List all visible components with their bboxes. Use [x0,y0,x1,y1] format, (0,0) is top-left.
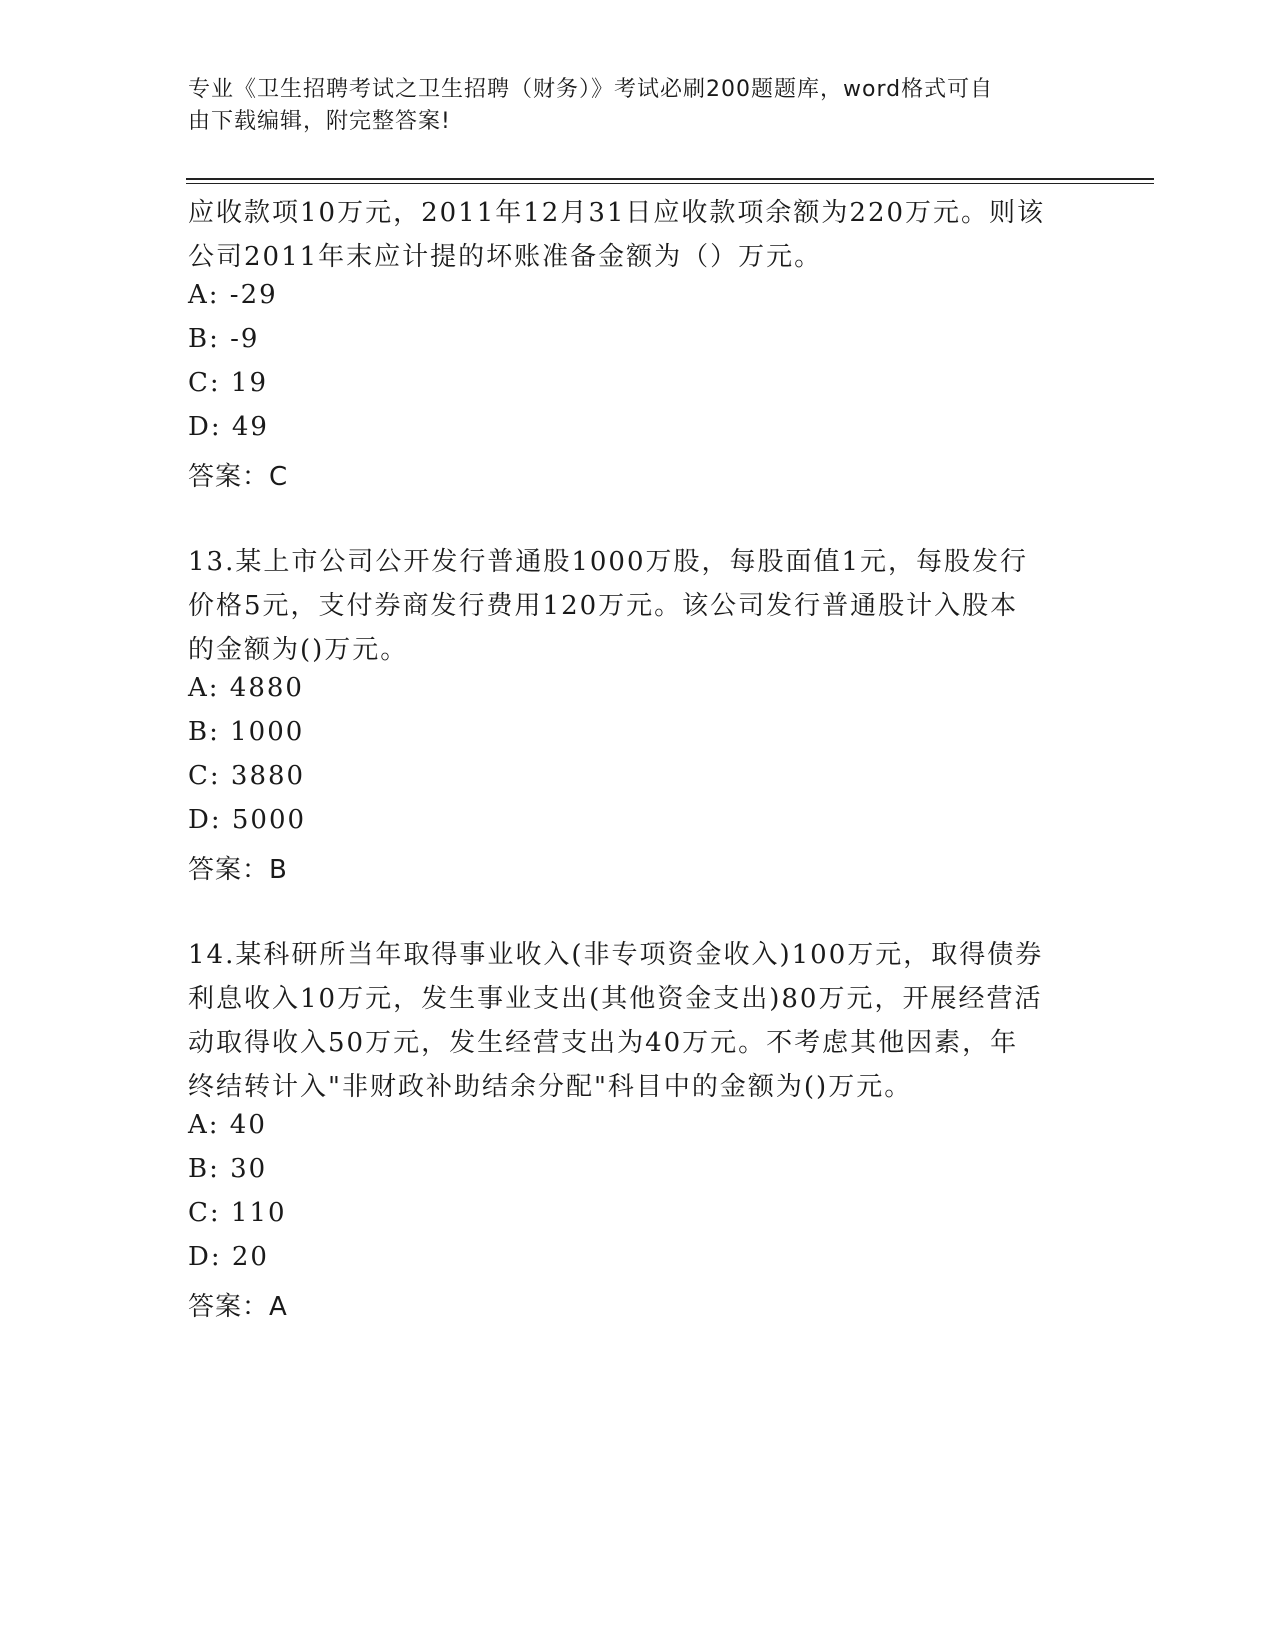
question-12-answer: 答案：C [188,462,289,492]
question-14-option-a: A: 40 [188,1110,267,1140]
question-14-answer: 答案：A [188,1292,288,1322]
document-header [188,74,1088,138]
question-13-stem-line-1: 13.某上市公司公开发行普通股1000万股，每股面值1元，每股发行 [188,547,1029,577]
question-14-option-c: C: 110 [188,1198,287,1228]
question-14-stem-line-3: 动取得收入50万元，发生经营支出为40万元。不考虑其他因素，年 [188,1028,1019,1058]
question-13-answer: 答案：B [188,855,288,885]
question-12-option-a: A: -29 [188,280,278,310]
question-14-stem-line-2: 利息收入10万元，发生事业支出(其他资金支出)80万元，开展经营活 [188,984,1043,1014]
header-line-2: 由下载编辑，附完整答案! [188,109,451,134]
question-12-option-c: C: 19 [188,368,269,398]
question-12-stem-line-1: 应收款项10万元，2011年12月31日应收款项余额为220万元。则该 [188,198,1046,228]
question-13-option-d: D: 5000 [188,805,307,835]
question-12-option-b: B: -9 [188,324,260,354]
question-14-stem-line-1: 14.某科研所当年取得事业收入(非专项资金收入)100万元，取得债券 [188,940,1044,970]
question-12-option-d: D: 49 [188,412,269,442]
header-line-1: 专业《卫生招聘考试之卫生招聘（财务）》考试必刷200题题库，word格式可自 [188,77,994,102]
question-13-stem-line-2: 价格5元，支付券商发行费用120万元。该公司发行普通股计入股本 [188,591,1019,621]
question-13-option-b: B: 1000 [188,717,305,747]
question-14-stem-line-4: 终结转计入"非财政补助结余分配"科目中的金额为()万元。 [188,1072,913,1102]
question-14-option-d: D: 20 [188,1242,269,1272]
question-12-stem-line-2: 公司2011年末应计提的坏账准备金额为（）万元。 [188,242,823,272]
question-13-option-c: C: 3880 [188,761,306,791]
header-divider-thin [186,183,1154,184]
question-13-stem-line-3: 的金额为()万元。 [188,635,409,665]
question-13-option-a: A: 4880 [188,673,304,703]
header-divider-thick [186,178,1154,180]
question-14-option-b: B: 30 [188,1154,268,1184]
